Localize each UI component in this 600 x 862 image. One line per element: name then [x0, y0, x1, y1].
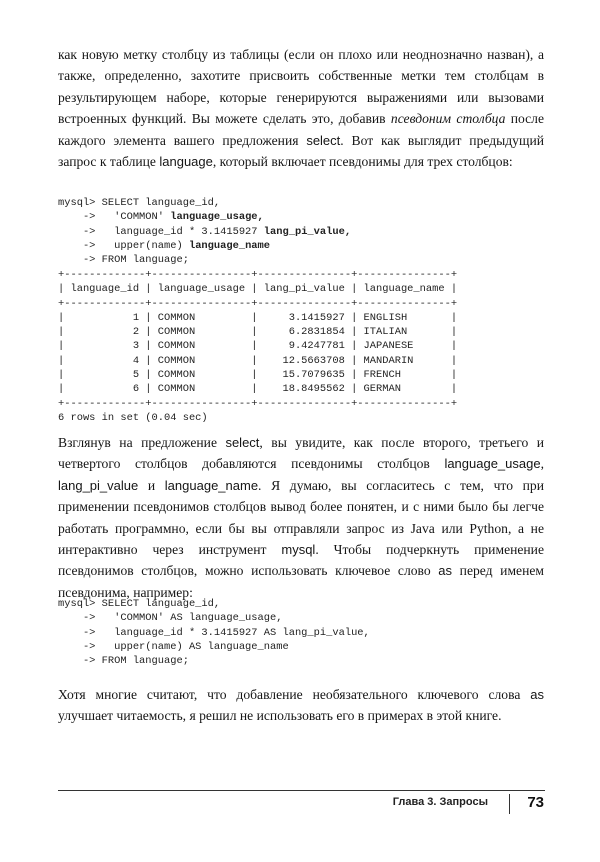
inline-code: as [438, 563, 453, 579]
footer-rule [58, 790, 545, 791]
inline-code: select [225, 435, 260, 450]
table-row: | 2 | COMMON | 6.2831854 | ITALIAN | [58, 326, 458, 339]
inline-code: language_name [164, 477, 259, 493]
table-row: | 4 | COMMON | 12.5663708 | MANDARIN | [58, 354, 458, 367]
table-row: | 5 | COMMON | 15.7079635 | FRENCH | [58, 369, 458, 382]
paragraph-1: как новую метку столбцу из таблицы (если он плохо или неоднозначно назван), а также, определенно, захотите присвоить собственные метки тем столбцам в результирующем наборе, которые генерируются выражениями или вызовами встроенных функций. Вы можете сделать это, добавив псевдоним столбца после каждого элемента вашего предложения select. Вот как выглядит предыдущий запрос к таблице language, который включает псевдонимы для трех столбцов: [58, 47, 544, 170]
inline-code: as [530, 687, 544, 702]
italic-term: псевдоним столбца [390, 111, 506, 127]
paragraph-2: Взглянув на предложение select, вы увидите, как после второго, третьего и четвертого столбцов добавляются псевдонимы столбцов language_usage, lang_pi_value и language_name. Я думаю, вы согласитесь с тем, что при применении псевдонимов столбцов вывод более понятен, и с ними было бы легче работать программно, если бы вы отправляли запрос из Java или Python, а не интерактивно через инструмент mysql. Чтобы подчеркнуть применение псевдонимов столбцов, можно использовать ключевое слово as перед именем псевдонима, например: [58, 435, 545, 600]
result-table [58, 268, 457, 425]
inline-code: lang_pi_value [58, 477, 139, 493]
running-footer-chapter: Глава 3. Запросы [392, 796, 488, 808]
table-border: +-------------+----------------+---------------+---------------+ [58, 269, 458, 281]
inline-code: select [306, 132, 341, 148]
table-row: | 6 | COMMON | 18.8495562 | GERMAN | [58, 383, 458, 396]
paragraph-3: Хотя многие считают, что добавление необязательного ключевого слова as улучшает читаемость, я решил не использовать его в примерах в этой книге. [58, 687, 544, 724]
inline-code: language_usage [444, 456, 541, 472]
table-border: +-------------+----------------+---------------+---------------+ [58, 297, 458, 310]
inline-code: language [159, 154, 213, 170]
table-border: +-------------+----------------+---------------+---------------+ [58, 397, 458, 410]
page-number: 73 [527, 794, 544, 811]
code-block-query-1: mysql> SELECT language_id, -> 'COMMON' language_usage, -> language_id * 3.1415927 lang_pi_value, -> upper(name) language_name -> FROM language; [58, 197, 352, 267]
table-row: | 1 | COMMON | 3.1415927 | ENGLISH | [58, 311, 458, 324]
table-header: | language_id | language_usage | lang_pi_value | language_name | [58, 283, 458, 296]
inline-code: mysql [281, 542, 316, 558]
result-summary: 6 rows in set (0.04 sec) [58, 411, 208, 424]
code-block-query-2: mysql> SELECT language_id, -> 'COMMON' AS language_usage, -> language_id * 3.1415927 AS lang_pi_value, -> upper(name) AS language_name -> FROM language; [58, 598, 370, 668]
table-row: | 3 | COMMON | 9.4247781 | JAPANESE | [58, 340, 458, 353]
footer-separator [509, 794, 510, 814]
